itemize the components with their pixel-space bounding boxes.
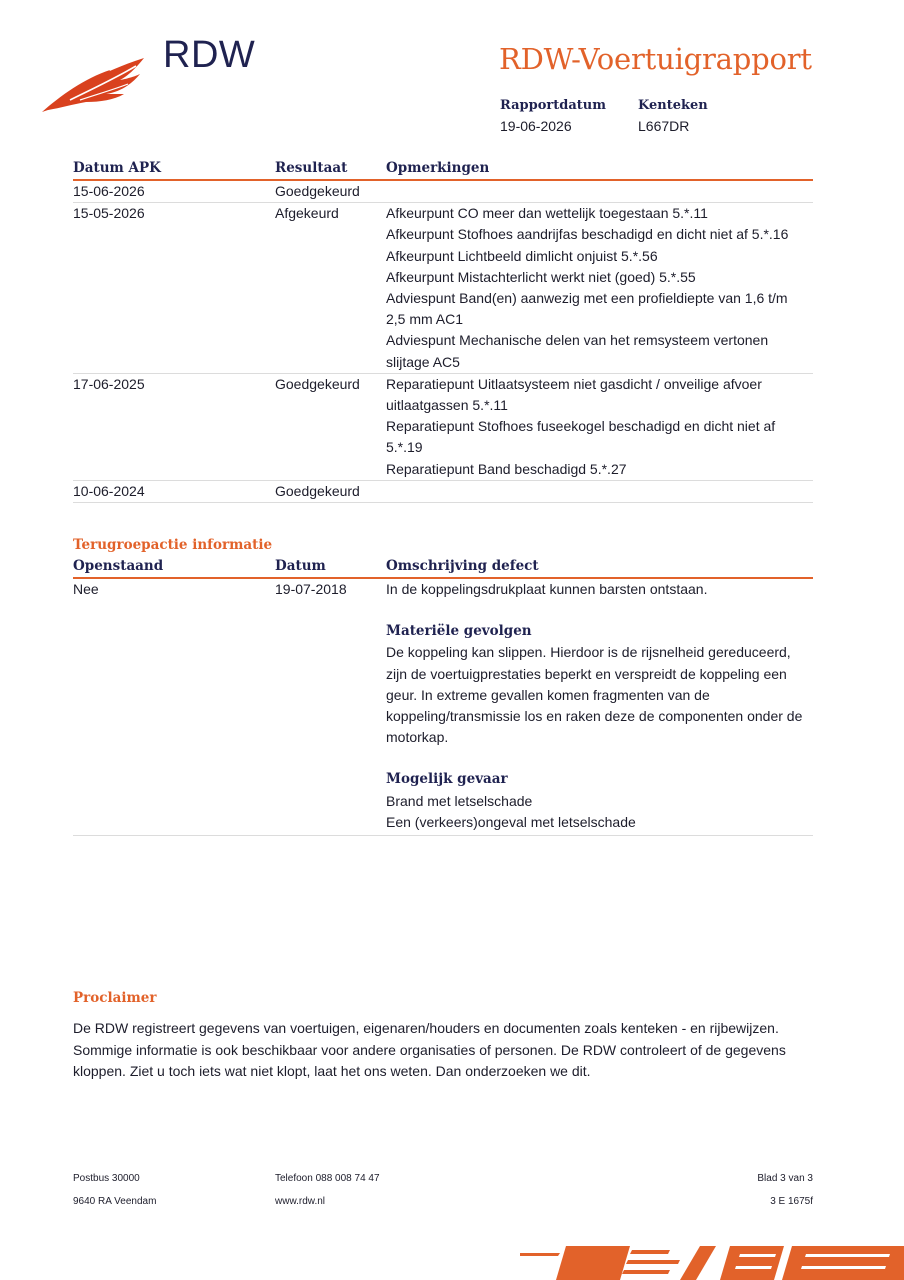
column-header-date: Datum APK — [73, 160, 161, 176]
consequences-heading: Materiële gevolgen — [386, 623, 532, 640]
danger-heading: Mogelijk gevaar — [386, 771, 508, 788]
recall-table-header — [73, 556, 813, 579]
remark-line: Reparatiepunt Uitlaatsysteem niet gasdicht / onveilige afvoer — [386, 375, 762, 392]
remark-line: Adviespunt Mechanische delen van het remsysteem vertonen — [386, 332, 769, 349]
footer-address-1: Postbus 30000 — [73, 1173, 140, 1184]
table-row — [73, 579, 813, 836]
report-date-value: 19-06-2026 — [500, 118, 572, 134]
recall-details — [386, 579, 813, 833]
apk-result: Goedgekeurd — [275, 183, 360, 199]
logo-text: RDW — [163, 34, 256, 76]
proclaimer-text — [73, 1018, 813, 1083]
report-date-label: Rapportdatum — [500, 98, 606, 113]
remark-line: 2,5 mm AC1 — [386, 311, 464, 328]
consequence-line: motorkap. — [386, 729, 449, 746]
recall-table — [73, 556, 813, 836]
plate-label: Kenteken — [638, 98, 708, 113]
apk-date: 15-06-2026 — [73, 183, 145, 199]
footer-website[interactable]: www.rdw.nl — [275, 1196, 326, 1207]
apk-date: 17-06-2025 — [73, 375, 145, 392]
proclaimer-title: Proclaimer — [73, 990, 157, 1006]
table-row — [73, 481, 813, 503]
remark-line: Reparatiepunt Band beschadigd 5.*.27 — [386, 460, 627, 477]
danger-line: Een (verkeers)ongeval met letselschade — [386, 813, 636, 830]
apk-remarks — [386, 374, 813, 480]
remark-line: 5.*.19 — [386, 439, 423, 456]
proclaimer-line: kloppen. Ziet u toch iets wat niet klopt, laat het ons weten. Dan onderzoeken we dit. — [73, 1063, 591, 1079]
remark-line: Reparatiepunt Stofhoes fuseekogel beschadigd en dicht niet af — [386, 418, 776, 435]
consequence-line: De koppeling kan slippen. Hierdoor is de rijsnelheid gereduceerd, — [386, 644, 791, 661]
apk-table — [73, 158, 813, 503]
footer-address-2: 9640 RA Veendam — [73, 1196, 157, 1207]
plate-value: L667DR — [638, 118, 690, 134]
column-header-result: Resultaat — [275, 160, 348, 176]
apk-remarks — [386, 203, 813, 373]
recall-date-value: 19-07-2018 — [275, 581, 347, 597]
rdw-logo-icon — [40, 56, 150, 116]
stripes-decoration-icon — [520, 1244, 904, 1280]
remark-line: Adviespunt Band(en) aanwezig met een profieldiepte van 1,6 t/m — [386, 290, 788, 307]
report-date-block — [500, 98, 606, 134]
table-row — [73, 374, 813, 481]
recall-open-value: Nee — [73, 581, 99, 597]
remark-line: Afkeurpunt CO meer dan wettelijk toegestaan 5.*.11 — [386, 205, 708, 222]
remark-line: Afkeurpunt Mistachterlicht werkt niet (goed) 5.*.55 — [386, 268, 696, 285]
apk-date: 15-05-2026 — [73, 205, 145, 222]
proclaimer-line: Sommige informatie is ook beschikbaar voor andere organisaties of personen. De RDW controleert of de gegevens — [73, 1041, 786, 1058]
apk-result: Afgekeurd — [275, 205, 339, 222]
remark-line: uitlaatgassen 5.*.11 — [386, 397, 508, 414]
recall-section-title: Terugroepactie informatie — [73, 537, 273, 553]
footer-phone: Telefoon 088 008 74 47 — [275, 1173, 380, 1184]
table-row — [73, 203, 813, 374]
apk-date: 10-06-2024 — [73, 482, 145, 499]
remark-line: slijtage AC5 — [386, 353, 460, 370]
column-header-date: Datum — [275, 558, 326, 574]
column-header-defect: Omschrijving defect — [386, 558, 539, 574]
footer-code: 3 E 1675f — [770, 1196, 813, 1207]
defect-description: In de koppelingsdrukplaat kunnen barsten ontstaan. — [386, 581, 708, 597]
proclaimer-line: De RDW registreert gegevens van voertuigen, eigenaren/houders en documenten zoals kenteken - en rijbewijzen. — [73, 1020, 779, 1036]
apk-remarks — [386, 481, 813, 502]
apk-result: Goedgekeurd — [275, 482, 360, 499]
apk-table-header — [73, 158, 813, 181]
column-header-remarks: Opmerkingen — [386, 160, 490, 176]
table-row — [73, 181, 813, 203]
column-header-open: Openstaand — [73, 558, 164, 574]
page-title: RDW-Voertuigrapport — [499, 42, 812, 76]
consequence-line: geur. In extreme gevallen komen fragmenten van de — [386, 686, 710, 703]
danger-line: Brand met letselschade — [386, 792, 533, 809]
apk-remarks — [386, 181, 813, 202]
consequence-line: koppeling/transmissie los en raken deze de componenten onder de — [386, 708, 803, 725]
consequence-line: zijn de voertuigprestaties beperkt en verspreidt de koppeling een — [386, 665, 787, 682]
remark-line: Afkeurpunt Lichtbeeld dimlicht onjuist 5.*.56 — [386, 247, 658, 264]
footer-page-number: Blad 3 van 3 — [757, 1173, 813, 1184]
plate-block — [638, 98, 708, 134]
remark-line: Afkeurpunt Stofhoes aandrijfas beschadigd en dicht niet af 5.*.16 — [386, 226, 789, 243]
apk-result: Goedgekeurd — [275, 375, 360, 392]
